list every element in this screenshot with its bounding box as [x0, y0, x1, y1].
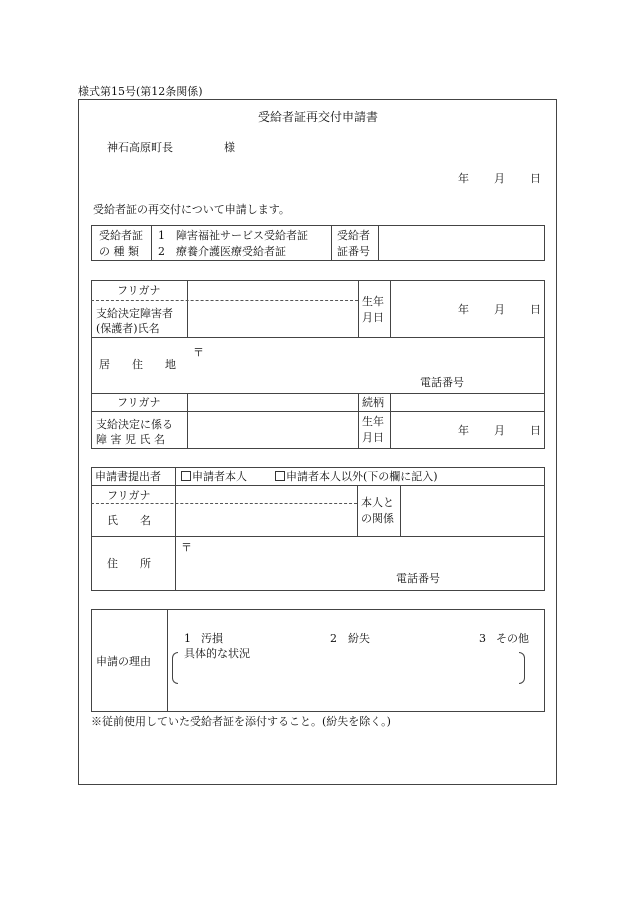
cert-option-2-num: 2 — [158, 245, 165, 258]
child-name-label-2: 障 害 児 氏 名 — [96, 433, 165, 446]
recipient-postal-mark: 〒 — [193, 346, 204, 359]
cert-type-label-1: 受給者証 — [99, 229, 143, 242]
recipient-address-label: 居 住 地 — [99, 358, 176, 371]
child-birth-month: 月 — [494, 424, 505, 437]
reason-option-1-num: 1 — [184, 632, 191, 645]
checkbox-other[interactable] — [275, 471, 285, 481]
recipient-furigana-label: フリガナ — [117, 284, 161, 297]
recipient-phone-label: 電話番号 — [420, 376, 464, 389]
submitter-address-label: 住 所 — [107, 557, 151, 570]
recipient-birth-label-2: 月日 — [362, 311, 384, 324]
checkbox-self[interactable] — [181, 471, 191, 481]
form-title: 受給者証再交付申請書 — [258, 110, 379, 124]
reason-label: 申請の理由 — [96, 655, 151, 668]
reason-option-1[interactable]: 汚損 — [201, 632, 223, 645]
cert-type-label-2: の 種 類 — [99, 245, 139, 258]
date-day: 日 — [530, 172, 541, 185]
recipient-birth-label-1: 生年 — [362, 295, 384, 308]
reason-table — [91, 609, 545, 712]
reason-detail-label: 具体的な状況 — [184, 647, 250, 660]
cert-option-1[interactable]: 障害福祉サービス受給者証 — [176, 229, 308, 242]
reason-detail-close-bracket — [519, 652, 525, 684]
child-birth-label-1: 生年 — [362, 415, 384, 428]
submitter-furigana-label: フリガナ — [107, 489, 151, 502]
child-birth-year: 年 — [458, 424, 469, 437]
reason-option-2[interactable]: 紛失 — [348, 632, 370, 645]
recipient-birth-year: 年 — [458, 303, 469, 316]
recipient-birth-month: 月 — [494, 303, 505, 316]
cert-option-2[interactable]: 療養介護医療受給者証 — [176, 245, 286, 258]
child-furigana-label: フリガナ — [117, 396, 161, 409]
submitter-name-label: 氏 名 — [107, 514, 151, 527]
recipient-birth-day: 日 — [530, 303, 541, 316]
reason-option-3-num: 3 — [479, 632, 486, 645]
child-name-label-1: 支給決定に係る — [96, 418, 173, 431]
cert-number-label-1: 受給者 — [337, 229, 370, 242]
reason-detail-field[interactable] — [184, 664, 514, 682]
addressee-honorific: 様 — [224, 141, 235, 154]
footnote: ※従前使用していた受給者証を添付すること。(紛失を除く。) — [91, 715, 391, 728]
submitter-option-self[interactable]: 申請者本人 — [181, 471, 247, 482]
submitter-relation-label-1: 本人と — [361, 496, 394, 509]
intro-text: 受給者証の再交付について申請します。 — [93, 203, 290, 216]
date-year: 年 — [458, 172, 469, 185]
cert-number-label-2: 証番号 — [337, 245, 370, 258]
submitter-label: 申請書提出者 — [95, 470, 161, 483]
child-relation-label: 続柄 — [362, 396, 384, 409]
recipient-name-label-2: (保護者)氏名 — [96, 322, 160, 335]
submitter-option-other[interactable]: 申請者本人以外(下の欄に記入) — [275, 471, 438, 482]
submitter-postal-mark: 〒 — [181, 541, 192, 554]
addressee-name: 神石高原町長 — [107, 141, 173, 154]
child-birth-label-2: 月日 — [362, 431, 384, 444]
cert-option-1-num: 1 — [158, 229, 165, 242]
child-birth-day: 日 — [530, 424, 541, 437]
submitter-phone-label: 電話番号 — [396, 572, 440, 585]
form-number: 様式第15号(第12条関係) — [78, 85, 203, 98]
reason-option-2-num: 2 — [330, 632, 337, 645]
date-month: 月 — [494, 172, 505, 185]
reason-detail-open-bracket — [172, 652, 178, 684]
recipient-name-label-1: 支給決定障害者 — [96, 307, 173, 320]
submitter-relation-label-2: の関係 — [361, 512, 394, 525]
reason-option-3[interactable]: その他 — [496, 632, 529, 645]
